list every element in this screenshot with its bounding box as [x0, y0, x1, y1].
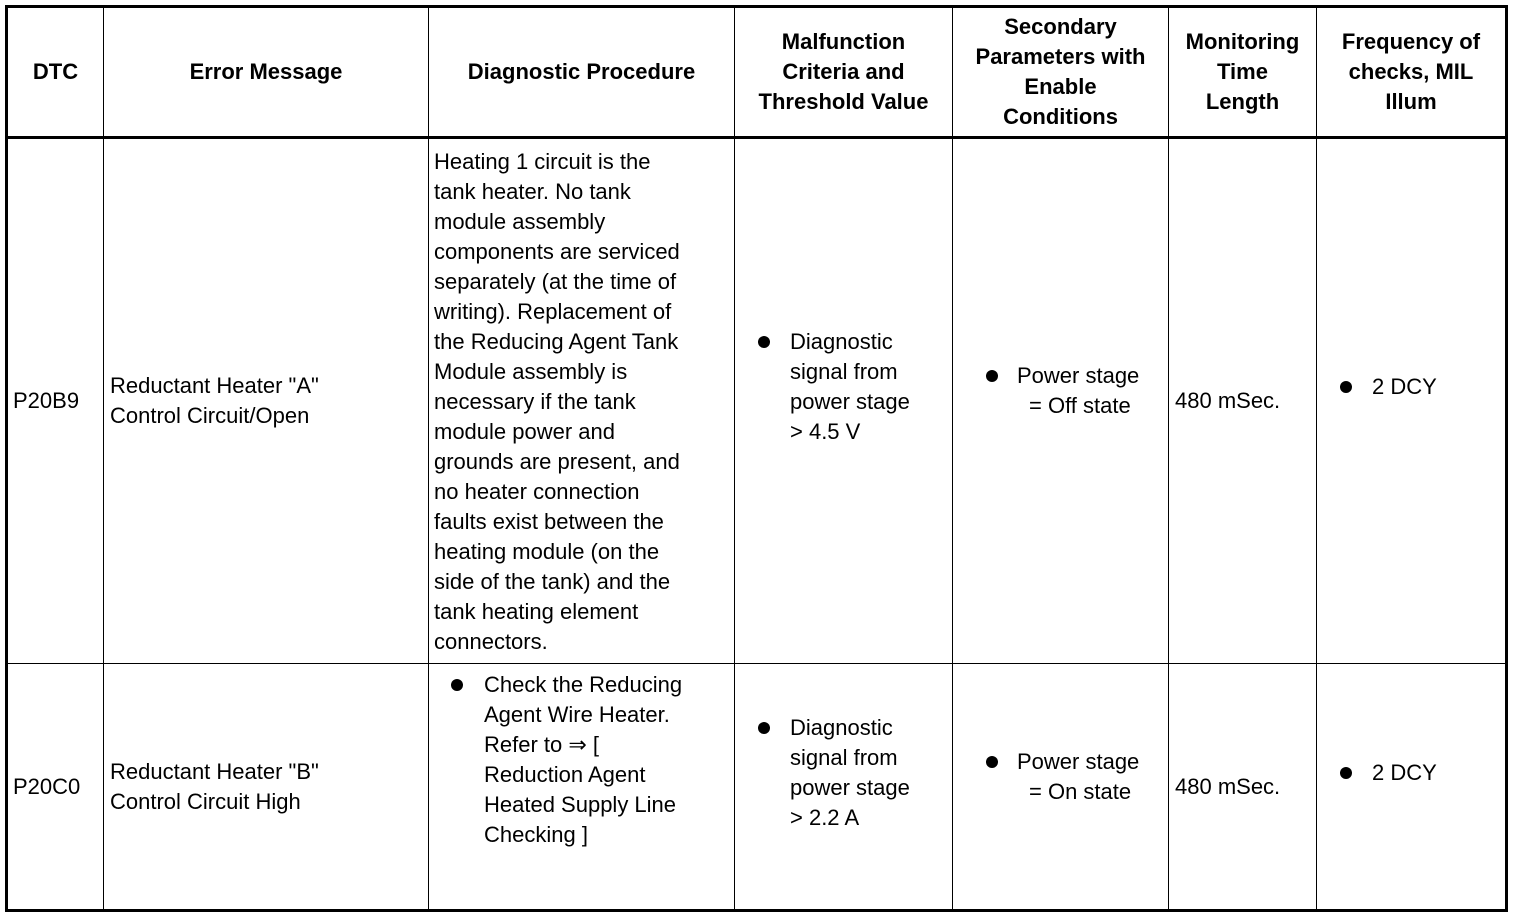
bullet-icon — [1340, 381, 1352, 393]
error-message: Reductant Heater "A" Control Circuit/Open — [104, 138, 429, 664]
header-frequency: Frequency of checks, MIL Illum — [1317, 7, 1507, 138]
bullet-icon — [758, 336, 770, 348]
bullet-icon — [451, 679, 463, 691]
diagnostic-procedure — [429, 664, 735, 911]
bullet-icon — [986, 756, 998, 768]
header-diagnostic-procedure: Diagnostic Procedure — [429, 7, 735, 138]
diagnostic-procedure: Heating 1 circuit is the tank heater. No tank module assembly components are serviced separately (at the time of writing). Replacement of the Reducing Agent Tank Module assembly is necessary if the tank module power and grounds are present, and no heater connection faults exist between the heating module (on the side of the tank) and the tank heating element connectors. — [429, 138, 735, 664]
secondary-parameters — [953, 664, 1169, 911]
dtc-code: P20B9 — [7, 138, 104, 664]
header-row — [7, 7, 1507, 138]
list-item: 2 DCY — [1340, 372, 1505, 402]
dtc-table-container — [5, 5, 1508, 912]
malfunction-criteria — [735, 138, 953, 664]
bullet-icon — [758, 722, 770, 734]
header-dtc: DTC — [7, 7, 104, 138]
list-item: Power stage = On state — [986, 747, 1168, 807]
malfunction-criteria — [735, 664, 953, 911]
dtc-table — [5, 5, 1508, 912]
error-message: Reductant Heater "B" Control Circuit High — [104, 664, 429, 911]
table-row — [7, 138, 1507, 664]
table-row — [7, 664, 1507, 911]
bullet-icon — [1340, 767, 1352, 779]
dtc-code: P20C0 — [7, 664, 104, 911]
list-item: Power stage = Off state — [986, 361, 1168, 421]
header-error-message: Error Message — [104, 7, 429, 138]
secondary-parameters — [953, 138, 1169, 664]
bullet-icon — [986, 370, 998, 382]
header-monitoring-time: Monitoring Time Length — [1169, 7, 1317, 138]
monitoring-time: 480 mSec. — [1169, 664, 1317, 911]
header-secondary-parameters: Secondary Parameters with Enable Conditions — [953, 7, 1169, 138]
frequency — [1317, 664, 1507, 911]
monitoring-time: 480 mSec. — [1169, 138, 1317, 664]
list-item: Diagnostic signal from power stage > 4.5 V — [758, 327, 952, 447]
list-item: 2 DCY — [1340, 758, 1505, 788]
frequency — [1317, 138, 1507, 664]
list-item: Check the Reducing Agent Wire Heater. Refer to ⇒ [ Reduction Agent Heated Supply Line Checking ] — [451, 670, 734, 850]
header-malfunction-criteria: Malfunction Criteria and Threshold Value — [735, 7, 953, 138]
list-item: Diagnostic signal from power stage > 2.2 A — [758, 713, 952, 833]
